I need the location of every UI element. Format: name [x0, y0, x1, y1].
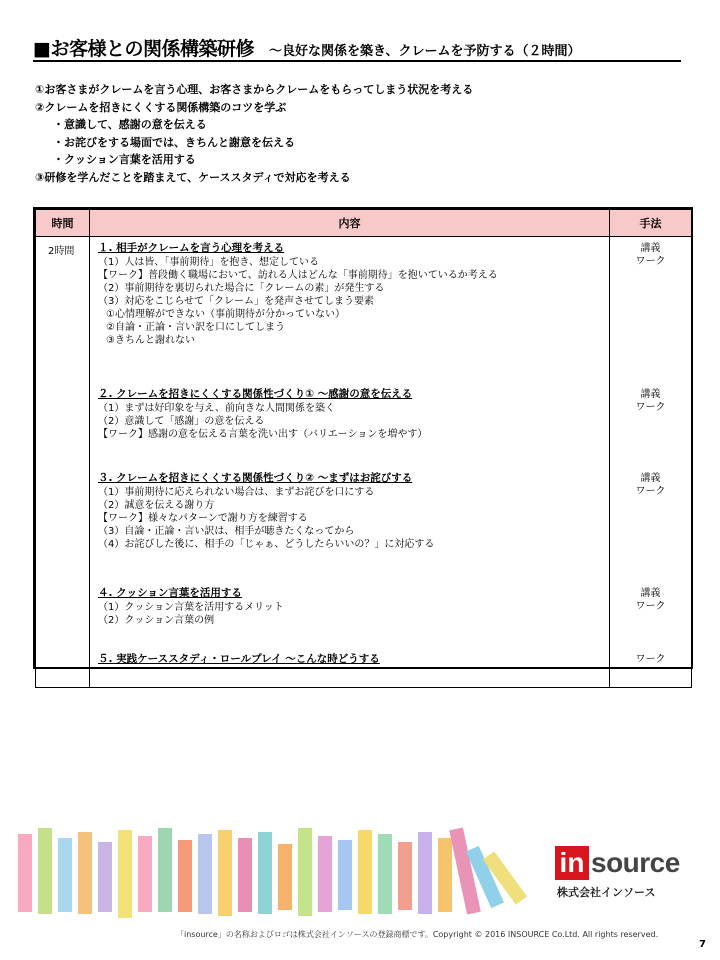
table-row [36, 237, 692, 688]
section-line: （3）対応をこじらせて「クレーム」を発声させてしまう要素 [98, 296, 375, 307]
decorative-bar [298, 828, 312, 916]
objective-item: ①お客さまがクレームを言う心理、お客さまからクレームをもらってしまう状況を考える [35, 83, 474, 96]
section-line: （1）まずは好印象を与え、前向きな人間関係を築く [98, 403, 335, 414]
decorative-bar [278, 844, 292, 910]
objectives-list [35, 81, 675, 186]
section-line: （3）自論・正論・言い訳は、相手が聴きたくなってから [98, 526, 355, 537]
page-title: ■お客様との関係構築研修 [33, 38, 254, 60]
method-label: ワーク [635, 402, 666, 413]
objective-item: ③研修を学んだことを踏まえて、ケーススタディで対応を考える [35, 170, 351, 184]
decorative-bar [238, 838, 252, 912]
copyright-notice: 「insource」の名称およびロゴは株式会社インソースの登録商標です。Copyright © 2016 INSOURCE Co.Ltd. All rights reserved. [176, 930, 659, 939]
decorative-bar [378, 834, 392, 914]
decorative-bar [438, 838, 452, 912]
objective-sub-item: ・お詫びをする場面では、きちんと謝意を伝える [53, 135, 295, 149]
content-cell [90, 237, 610, 688]
section-heading: ４. クッション言葉を活用する [98, 587, 242, 599]
section-sub-line: ②自論・正論・言い訳を口にしてしまう [106, 322, 285, 333]
page-number: 7 [699, 939, 706, 950]
page-title-bar [33, 34, 681, 62]
section-block [98, 472, 609, 573]
objective-sub-item: ・クッション言葉を活用する [53, 153, 196, 166]
section-line: （1）人は皆、「事前期待」を抱き、想定している [98, 257, 319, 268]
decorative-book-bars [18, 828, 538, 924]
section-heading: ２. クレームを招きにくくする関係性づくり① ～感謝の意を伝える [98, 388, 413, 400]
decorative-bar [318, 836, 332, 912]
method-block [610, 388, 691, 458]
decorative-bar [418, 832, 432, 914]
decorative-bar [38, 828, 52, 914]
method-label: 講義 [640, 588, 661, 599]
decorative-bar [358, 830, 372, 914]
decorative-bar [58, 838, 72, 912]
decorative-bar [218, 830, 232, 916]
company-name: 株式会社インソース [557, 886, 656, 899]
decorative-bar [98, 842, 112, 912]
section-block [98, 653, 609, 673]
method-label: 講義 [640, 389, 661, 400]
logo-wordmark: source [591, 847, 680, 878]
decorative-bar [258, 832, 272, 914]
section-line: （1）事前期待に応えられない場合は、まずお詫びを口にする [98, 487, 375, 498]
section-block [98, 242, 609, 374]
decorative-bar [398, 842, 412, 910]
section-sub-line: ③きちんと謝れない [106, 335, 195, 346]
method-block [610, 242, 691, 374]
method-label: ワーク [635, 256, 666, 267]
method-label: 講義 [640, 243, 661, 254]
page-subtitle: ～良好な関係を築き、クレームを予防する（２時間） [269, 44, 581, 59]
section-line: 【ワーク】普段働く職場において、訪れる人はどんな「事前期待」を抱いているか考える [98, 270, 498, 281]
method-block [610, 587, 691, 639]
decorative-bar [178, 840, 192, 912]
section-line: 【ワーク】様々なパターンで謝り方を練習する [98, 513, 308, 524]
section-heading: １. 相手がクレームを言う心理を考える [98, 242, 285, 254]
section-heading: ３. クレームを招きにくくする関係性づくり② ～まずはお詫びする [98, 472, 413, 484]
decorative-bar [158, 828, 172, 912]
logo-mark: in [555, 846, 589, 880]
header-content: 内容 [90, 210, 610, 237]
section-line: （4）お詫びした後に、相手の「じゃぁ、どうしたらいいの？」に対応する [98, 539, 435, 550]
section-line: （2）事前期待を裏切られた場合に「クレームの素」が発生する [98, 283, 385, 294]
section-line: 【ワーク】感謝の意を伝える言葉を洗い出す（バリエーションを増やす） [98, 429, 428, 440]
method-block [610, 653, 691, 673]
section-line: （2）誠意を伝える謝り方 [98, 500, 215, 511]
section-block [98, 587, 609, 639]
decorative-bar [338, 840, 352, 910]
program-table [33, 207, 693, 669]
company-logo [555, 846, 695, 902]
objective-item: ②クレームを招きにくくする関係構築のコツを学ぶ [35, 100, 287, 114]
method-label: ワーク [635, 486, 666, 497]
method-label: 講義 [640, 473, 661, 484]
section-line: （2）クッション言葉の例 [98, 615, 215, 626]
decorative-bar [198, 834, 212, 914]
section-block [98, 388, 609, 458]
section-sub-line: ①心情理解ができない（事前期待が分かっていない） [106, 309, 345, 320]
section-heading: ５. 実践ケーススタディ・ロールプレイ ～こんな時どうする [98, 653, 380, 665]
decorative-bar [118, 830, 132, 918]
header-method: 手法 [610, 210, 692, 237]
decorative-bar [78, 832, 92, 914]
method-label: ワーク [635, 601, 666, 612]
header-time: 時間 [36, 210, 90, 237]
method-block [610, 472, 691, 573]
method-cell [610, 237, 692, 688]
decorative-bar [18, 834, 32, 912]
section-line: （2）意識して「感謝」の意を伝える [98, 416, 265, 427]
table-header-row [36, 210, 692, 237]
objective-sub-item: ・意識して、感謝の意を伝える [53, 118, 207, 131]
method-label: ワーク [635, 654, 666, 665]
section-line: （1）クッション言葉を活用するメリット [98, 602, 284, 613]
time-cell: 2時間 [36, 237, 90, 688]
decorative-bar [138, 836, 152, 912]
